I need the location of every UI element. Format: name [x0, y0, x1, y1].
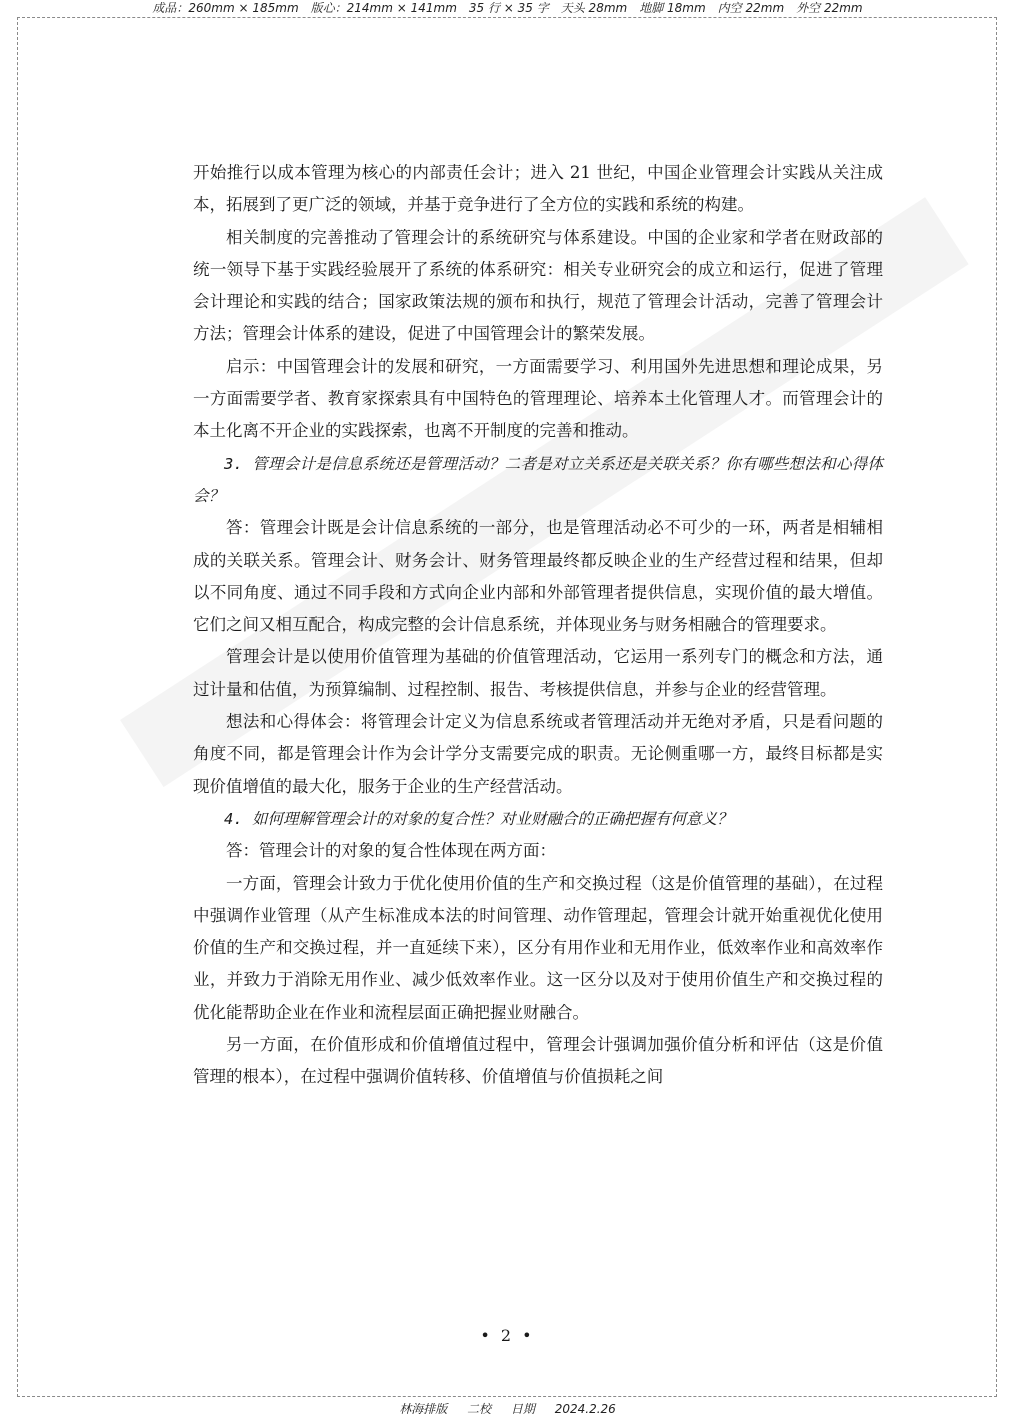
paragraph-continuation: 开始推行以成本管理为核心的内部责任会计；进入 21 世纪，中国企业管理会计实践从关注成本，拓展到了更广泛的领域，并基于竞争进行了全方位的实践和系统的构建。 — [193, 163, 883, 215]
print-spec-line: 成品：260mm × 185mm 版心：214mm × 141mm 35 行 × 35 字 天头 28mm 地脚 18mm 内空 22mm 外空 22mm — [152, 1, 863, 15]
paragraph-value-management: 管理会计是以使用价值管理为基础的价值管理活动，它运用一系列专门的概念和方法，通过计量和估值，为预算编制、过程控制、报告、考核提供信息，并参与企业的经营管理。 — [193, 647, 883, 699]
answer-3: 答：管理会计既是会计信息系统的一部分，也是管理活动必不可少的一环，两者是相辅相成的关联关系。管理会计、财务会计、财务管理最终都反映企业的生产经营过程和结果，但却以不同角度、通过不同手段和方式向企业内部和外部管理者提供信息，实现价值的最大增值。它们之间又相互配合，构成完整的会计信息系统，并体现业务与财务相融合的管理要求。 — [193, 518, 883, 635]
footer-proof: 二校 — [467, 1402, 492, 1416]
page-number: • 2 • — [480, 1326, 535, 1345]
answer-4-second-aspect: 另一方面，在价值形成和价值增值过程中，管理会计强调加强价值分析和评估（这是价值管理的根本），在过程中强调价值转移、价值增值与价值损耗之间 — [193, 1035, 883, 1087]
paragraph-inspiration: 启示：中国管理会计的发展和研究，一方面需要学习、利用国外先进思想和理论成果，另一方面需要学者、教育家探索具有中国特色的管理理论、培养本土化管理人才。而管理会计的本土化离不开企业的实践探索，也离不开制度的完善和推动。 — [193, 356, 883, 441]
answer-4-intro: 答：管理会计的对象的复合性体现在两方面： — [226, 841, 556, 861]
footer-meta — [0, 1400, 1015, 1417]
footer-typesetter: 林海排版 — [399, 1402, 448, 1416]
footer-date: 2024.2.26 — [554, 1402, 616, 1416]
paragraph-reflections: 想法和心得体会：将管理会计定义为信息系统或者管理活动并无绝对矛盾，只是看问题的角度不同，都是管理会计作为会计学分支需要完成的职责。无论侧重哪一方，最终目标都是实现价值增值的最大化，服务于企业的生产经营活动。 — [193, 712, 883, 796]
page-body — [193, 157, 883, 1094]
answer-4-first-aspect: 一方面，管理会计致力于优化使用价值的生产和交换过程（这是价值管理的基础），在过程中强调作业管理（从产生标准成本法的时间管理、动作管理起，管理会计就开始重视优化使用价值的生产和交换过程，并一直延续下来），区分有用作业和无用作业，低效率作业和高效率作业，并致力于消除无用作业、减少低效率作业。这一区分以及对于使用价值生产和交换过程的优化能帮助企业在作业和流程层面正确把握业财融合。 — [193, 873, 883, 1022]
question-4: 4. 如何理解管理会计的对象的复合性？对业财融合的正确把握有何意义？ — [224, 809, 733, 828]
question-3: 3. 管理会计是信息系统还是管理活动？二者是对立关系还是关联关系？你有哪些想法和心得体会？ — [193, 454, 883, 505]
footer-date-label: 日期 — [510, 1402, 535, 1416]
paragraph-system-research: 相关制度的完善推动了管理会计的系统研究与体系建设。中国的企业家和学者在财政部的统一领导下基于实践经验展开了系统的体系研究：相关专业研究会的成立和运行，促进了管理会计理论和实践的结合；国家政策法规的颁布和执行，规范了管理会计活动，完善了管理会计方法；管理会计体系的建设，促进了中国管理会计的繁荣发展。 — [193, 227, 883, 344]
